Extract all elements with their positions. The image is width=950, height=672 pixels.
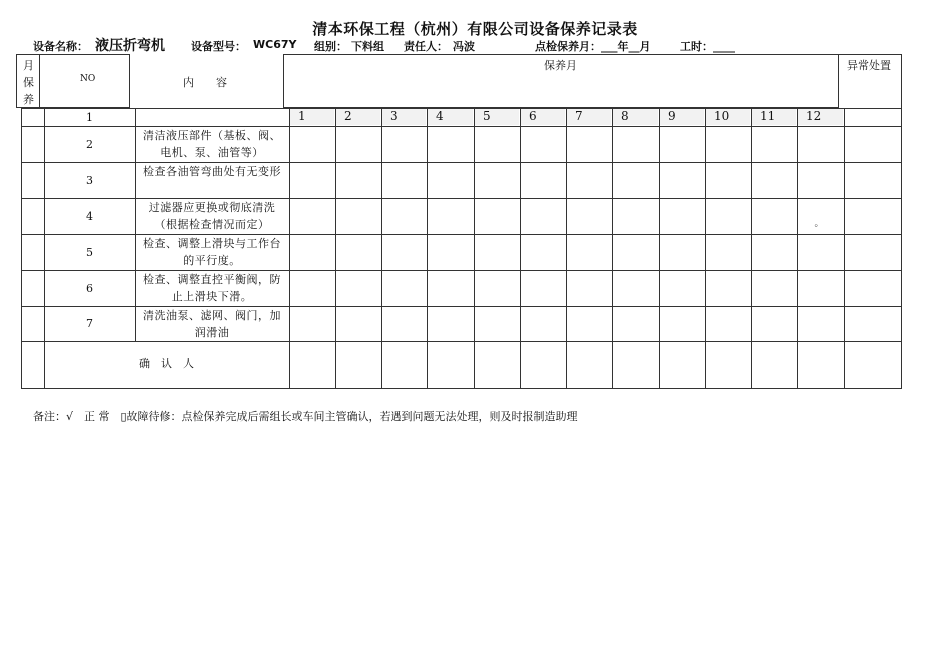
grid-col-line [659, 108, 660, 389]
month-char-2: 保 [23, 76, 34, 89]
month-cell-shade [428, 109, 473, 125]
confirm-label: 确 认 人 [139, 357, 194, 370]
item-number: 2 [86, 137, 93, 151]
footnote: 备注：√ 正 常 ▯故障待修：点检保养完成后需组长或车间主管确认，若遇到问题无法处理，则及时报制造助理 [33, 410, 578, 423]
grid-col-line [612, 108, 613, 389]
no-header-label: NO [80, 74, 96, 84]
group-value: 下料组 [351, 40, 384, 53]
grid-col-line [705, 108, 706, 389]
item-content: 清洗油泵、滤网、阀门，加润滑油 [143, 309, 281, 339]
grid-col-line [21, 108, 22, 389]
page-title: 清本环保工程（杭州）有限公司设备保养记录表 [312, 20, 638, 38]
item-content: 检查、调整直控平衡阀，防止上滑块下滑。 [143, 273, 281, 303]
model-value: WC67Y [253, 38, 297, 51]
item-number: 5 [86, 245, 93, 259]
grid-row-line [21, 388, 902, 389]
item-content: 过滤器应更换或彻底清洗（根据检查情况而定） [148, 201, 276, 231]
grid-col-line [844, 108, 845, 389]
confirm-merge-mask [135, 342, 136, 388]
month-cell-shade [336, 109, 380, 125]
month-maint-header [16, 54, 40, 108]
model-label: 设备型号： [191, 40, 246, 53]
grid-col-line [335, 108, 336, 389]
month-number: 6 [529, 109, 537, 123]
item-content: 清洁液压部件（基板、阀、电机、泵、油管等） [143, 129, 281, 159]
grid-col-line [751, 108, 752, 389]
item-number: 3 [86, 173, 93, 187]
owner-label: 责任人： [404, 40, 448, 53]
month-number: 3 [390, 109, 398, 123]
maint-month-header [283, 54, 839, 108]
month-char-3: 养 [23, 93, 34, 106]
month-char-1: 月 [23, 59, 34, 72]
grid-col-line [474, 108, 475, 389]
month-number: 11 [760, 109, 776, 123]
item-content: 检查、调整上滑块与工作台的平行度。 [143, 237, 281, 267]
device-name-value: 液压折弯机 [95, 38, 165, 54]
abnormal-header [838, 54, 902, 108]
month-number: 7 [575, 109, 583, 123]
owner-value: 冯波 [453, 40, 475, 53]
content-header-label: 内 容 [183, 76, 227, 89]
month-cell-shade [521, 109, 565, 125]
device-name-label: 设备名称： [33, 40, 88, 53]
month-number: 5 [483, 109, 491, 123]
right-border-top [901, 54, 902, 108]
month-cell-shade [567, 109, 611, 125]
month-number: 12 [806, 109, 822, 123]
check-month: 点检保养月：___年__月 [535, 40, 651, 53]
grid-col-line [797, 108, 798, 389]
month-number: 9 [668, 109, 676, 123]
month-cell-shade [613, 109, 658, 125]
grid-col-line [381, 108, 382, 389]
month-number: 1 [298, 109, 306, 123]
item-number: 4 [86, 209, 93, 223]
month-cell-shade [382, 109, 426, 125]
item-number: 7 [86, 317, 93, 330]
item-number: 1 [86, 110, 93, 124]
group-label: 组别： [314, 40, 347, 53]
month-number: 8 [621, 109, 629, 123]
mark-dot: 。 [814, 219, 824, 229]
item-number: 6 [86, 281, 93, 295]
grid-col-line [520, 108, 521, 389]
month-cell-shade [290, 109, 334, 125]
abnormal-label: 异常处置 [847, 59, 891, 72]
grid-col-line [289, 108, 290, 389]
month-cell-shade [660, 109, 704, 125]
month-number: 4 [436, 109, 444, 123]
month-cell-shade [475, 109, 519, 125]
grid-col-line [901, 108, 902, 389]
grid-col-line [427, 108, 428, 389]
month-number: 10 [714, 109, 730, 123]
no-header [39, 54, 130, 108]
grid-col-line [566, 108, 567, 389]
month-number: 2 [344, 109, 352, 123]
grid-row-line [21, 341, 902, 342]
maint-month-label: 保养月 [544, 59, 577, 72]
item-content: 检查各油管弯曲处有无变形 [143, 165, 281, 178]
work-hours: 工时：____ [680, 40, 735, 53]
